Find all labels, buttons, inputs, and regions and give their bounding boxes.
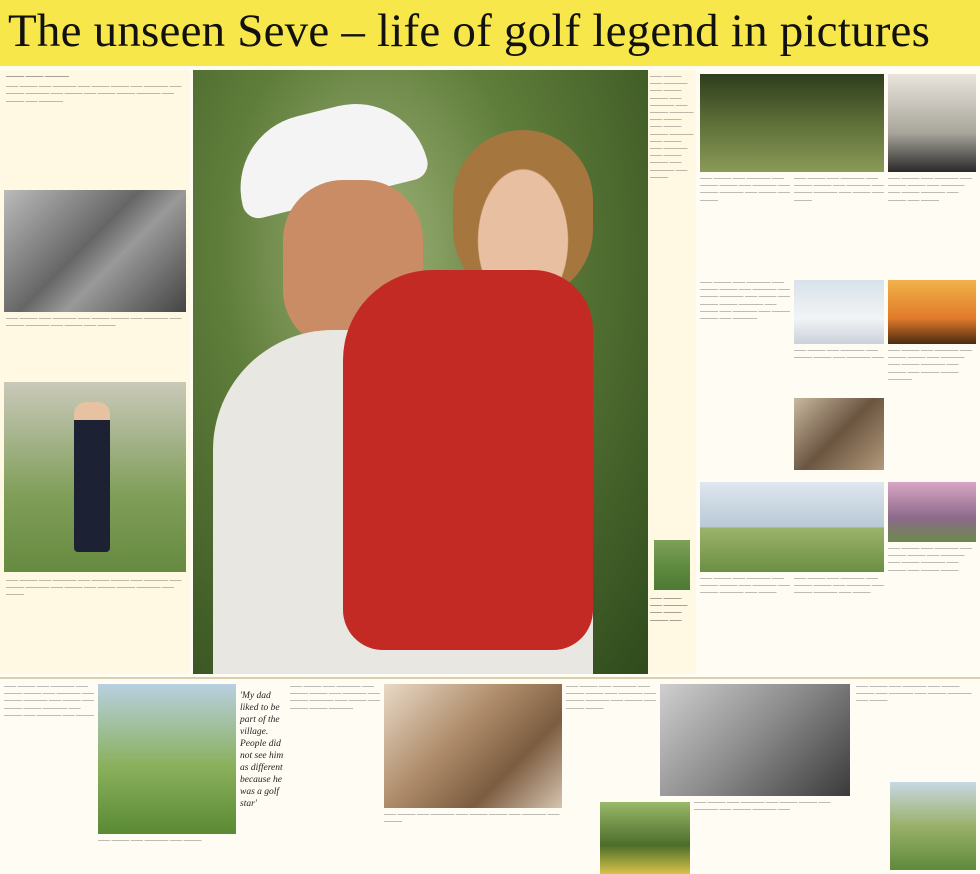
seve-and-child-main-photo — [193, 70, 648, 674]
right-upper-text-c: —— ——— —— ———— —— ——— ——— —— ———— —— ——— ———— —— ——— —— ——— — [888, 176, 972, 204]
forest-walk-photo — [700, 74, 884, 172]
football-photo — [700, 482, 884, 572]
dog-photo — [660, 684, 850, 796]
bottom-text-a: —— ——— —— ———— —— ——— ——— —— ———— —— ——— ———— —— ——— —— ——— ——— ———— —— ——— —— ———— —— ——— — [4, 684, 94, 719]
couple-photo — [888, 482, 976, 542]
bottom-text-f: —— ——— —— ———— —— ——— ——— —— ———— —— ——— ———— —— ——— — [856, 684, 972, 705]
right-lower-text-a: —— ——— —— ———— —— ——— ——— —— ———— —— ——— ———— —— ——— — [700, 576, 790, 597]
left-column-intro-text: ——— ——— ———— —— ——— —— ———— —— ——— ——— —— ———— —— ——— ———— —— ——— —— ——— ——— ———— —— ——— —— ———— — [6, 74, 182, 105]
course-photo — [98, 684, 236, 834]
bottom-text-c: —— ——— —— ———— —— ——— ——— —— ———— —— ——— — [384, 812, 560, 826]
seve-swing-photo — [4, 382, 186, 572]
golfer-red-photo — [890, 782, 976, 870]
snow-photo — [794, 280, 884, 344]
portrait-photo — [888, 74, 976, 172]
silhouette-photo — [888, 280, 976, 344]
right-upper-text-a: —— ——— —— ———— —— ——— ——— —— ———— —— ——— ———— —— ——— —— ——— — [700, 176, 790, 204]
middle-column-caption: —— ——— —— ———— —— ——— ——— —— — [650, 596, 688, 624]
headline: The unseen Seve – life of golf legend in pictures — [8, 5, 931, 57]
pull-quote: 'My dad liked to be part of the village. People did not see him as different because he was a golf star' — [240, 691, 284, 809]
right-mid-text-a: —— ——— —— ———— —— ——— ——— —— ———— —— ——— ———— —— ——— —— ——— ——— ———— —— ——— —— ———— —— ——— ——— —— ———— — [700, 280, 790, 323]
middle-column-text: —— ——— —— ———— —— ——— ——— —— ———— —— ——— ———— —— ——— —— ——— ——— ———— —— ——— —— ———— —— ——— ——— —— ———— —— ——— — [650, 74, 694, 181]
course-photo-caption: —— ——— —— ———— —— ——— — [98, 838, 202, 844]
bottom-text-b: —— ——— —— ———— —— ——— ——— —— ———— —— ——— ———— —— ——— —— ——— ——— ———— — [290, 684, 380, 712]
right-mid-text-c: —— ——— —— ———— —— ——— ——— —— ———— —— ——— ———— —— ——— —— ——— ——— ———— — [888, 348, 972, 383]
small-golf-photo — [654, 540, 690, 590]
right-mid-text-b: —— ——— —— ———— —— ——— ——— —— ———— —— — [794, 348, 884, 362]
group-portrait-photo — [794, 398, 884, 470]
right-upper-text-b: —— ——— —— ———— —— ——— ——— —— ———— —— ——— ———— —— ——— —— ——— — [794, 176, 884, 204]
left-column-middle-text: —— ——— —— ———— —— ——— ——— —— ———— —— ——— ———— —— ——— —— ——— — [6, 316, 182, 330]
child-red-coat — [343, 270, 593, 650]
family-meal-photo — [384, 684, 562, 808]
horizontal-divider — [0, 677, 980, 679]
bottom-text-e: —— ——— —— ———— —— ——— ——— —— ———— —— ——— ———— —— — [694, 800, 831, 814]
golfer-figure — [74, 402, 110, 552]
headline-banner — [0, 0, 980, 66]
right-lower-text-c: —— ——— —— ———— —— ——— ——— —— ———— —— ——— ———— —— ——— —— ——— ——— — [888, 546, 972, 574]
bottom-text-d: —— ——— —— ———— —— ——— ——— —— ———— —— ——— ———— —— ——— —— ——— ——— — [566, 684, 656, 712]
seve-celebration-photo — [600, 802, 690, 874]
family-table-photo — [4, 190, 186, 312]
right-lower-text-b: —— ——— —— ———— —— ——— ——— —— ———— —— ——— ———— —— ——— — [794, 576, 884, 597]
left-column-bottom-text: —— ——— —— ———— —— ——— ——— —— ———— —— ——— ———— —— ——— —— ——— ——— ———— —— ——— — [6, 578, 182, 599]
